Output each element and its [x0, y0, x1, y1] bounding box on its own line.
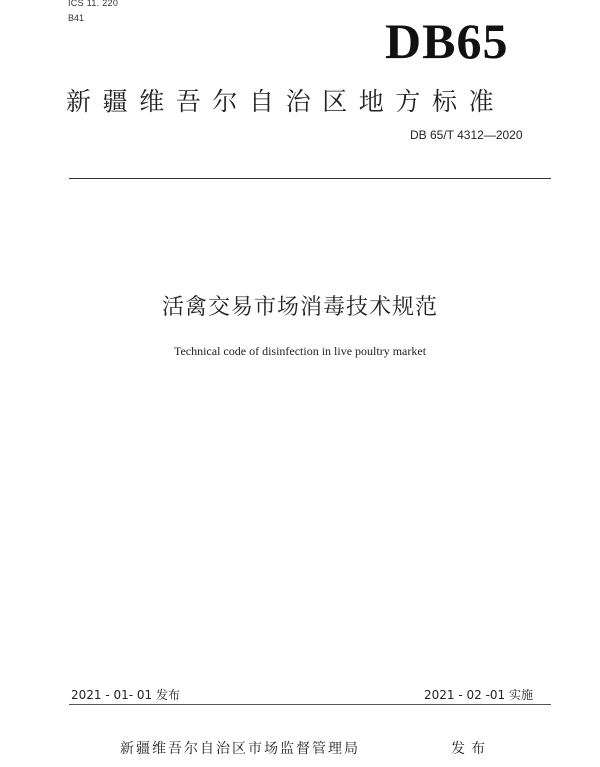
- implementation-date: 2021 - 02 -01 实施: [424, 688, 533, 702]
- header-divider: [69, 178, 551, 179]
- ics-code: ICS 11. 220: [68, 0, 119, 8]
- issue-label: 发布: [451, 741, 491, 757]
- document-title-en: Technical code of disinfection in live poultry market: [173, 344, 427, 358]
- issue-date: 2021 - 01- 01 发布: [71, 688, 180, 702]
- standard-mark: DB65: [385, 13, 509, 69]
- footer-divider: [69, 704, 551, 705]
- standard-type-heading: 新疆维吾尔自治区地方标准: [66, 87, 506, 116]
- issuing-authority: 新疆维吾尔自治区市场监督管理局: [120, 741, 360, 757]
- standard-number: DB 65/T 4312—2020: [410, 128, 523, 142]
- document-title-zh: 活禽交易市场消毒技术规范: [161, 295, 438, 320]
- classification-code: B41: [68, 13, 85, 23]
